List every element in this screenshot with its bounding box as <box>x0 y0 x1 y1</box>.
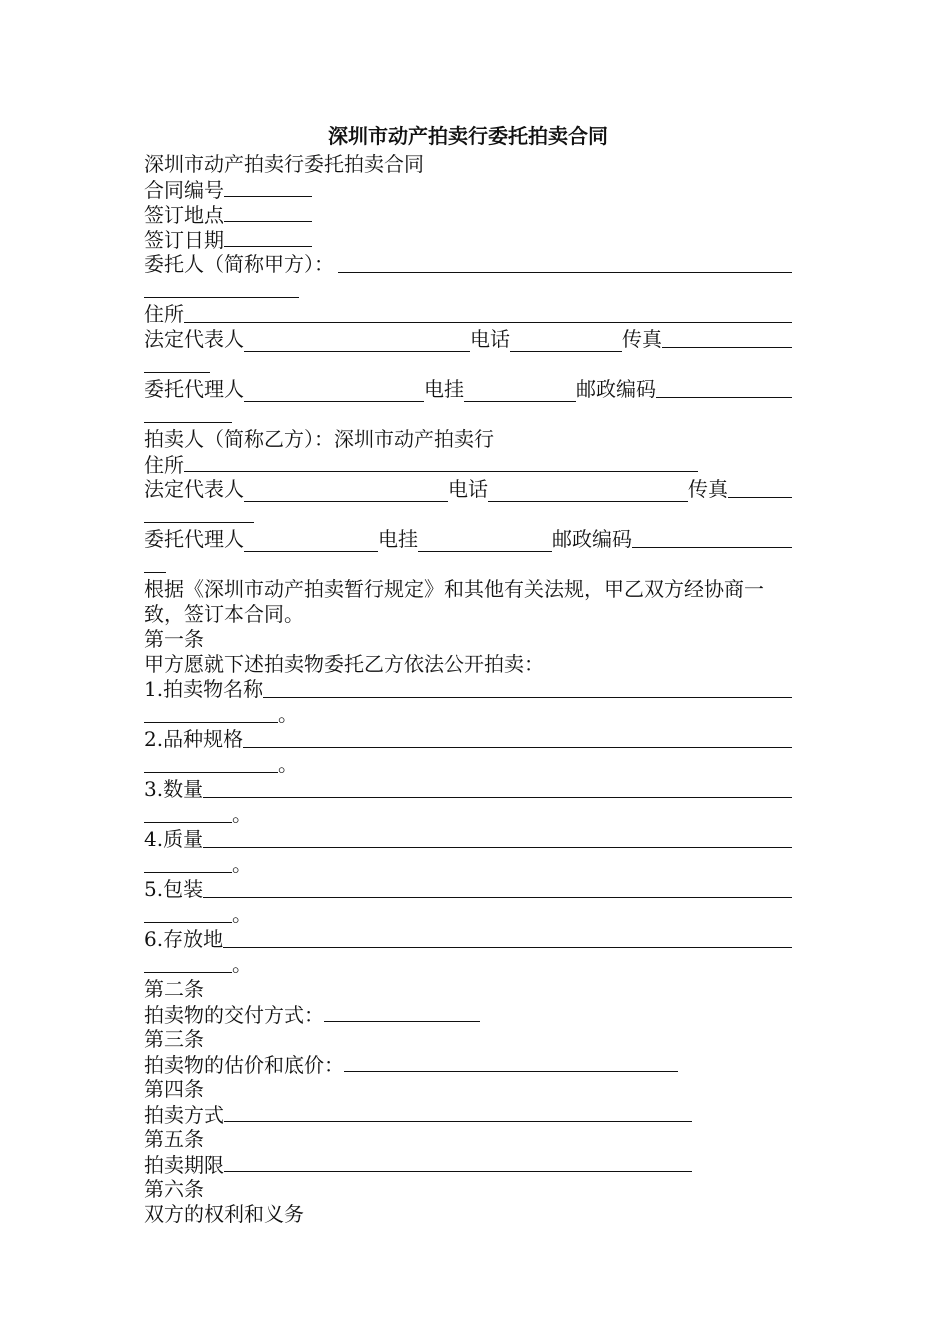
party-b-legal-rep-label: 法定代表人 <box>144 477 244 501</box>
article-3-heading: 第三条 <box>144 1027 204 1051</box>
delivery-method-label: 拍卖物的交付方式： <box>144 1003 324 1027</box>
party-a-address-blank <box>184 303 792 323</box>
article-2-field <box>144 1002 792 1027</box>
item-6-end-mark: 。 <box>232 952 252 976</box>
preamble-paragraph: 根据《深圳市动产拍卖暂行规定》和其他有关法规，甲乙双方经协商一致，签订本合同。 <box>144 577 764 626</box>
contract-document <box>144 120 792 1227</box>
item-5-blank-cont <box>144 902 792 927</box>
item-name-field <box>144 677 792 702</box>
party-a-agent-label: 委托代理人 <box>144 377 244 401</box>
item-quantity-field <box>144 777 792 802</box>
party-a-client-field <box>144 252 792 277</box>
party-a-phone-label: 电话 <box>470 327 510 351</box>
item-1-blank <box>263 678 792 698</box>
sign-date-label: 签订日期 <box>144 228 224 252</box>
party-b-rep-line <box>144 477 792 502</box>
article-5-field <box>144 1152 792 1177</box>
item-3-blank <box>203 778 792 798</box>
party-b-address-blank <box>184 452 698 472</box>
valuation-label: 拍卖物的估价和底价： <box>144 1053 344 1077</box>
party-a-postcode-label: 邮政编码 <box>576 377 656 401</box>
party-b-address-label: 住所 <box>144 453 184 477</box>
item-quality-field <box>144 827 792 852</box>
sign-date-field <box>144 227 792 252</box>
sign-place-blank <box>224 202 312 222</box>
party-b-cable-blank <box>418 532 552 552</box>
auction-method-label: 拍卖方式 <box>144 1103 224 1127</box>
party-b-agent-line <box>144 527 792 552</box>
party-a-client-blank-cont <box>144 277 792 302</box>
party-b-address-field <box>144 452 792 477</box>
article-6-text: 双方的权利和义务 <box>144 1202 304 1226</box>
party-a-fax-blank-cont <box>144 352 792 377</box>
party-b-postcode-label: 邮政编码 <box>552 527 632 551</box>
auction-period-blank <box>224 1152 692 1172</box>
document-title: 深圳市动产拍卖行委托拍卖合同 <box>328 124 608 148</box>
party-b-postcode-blank-cont <box>144 552 792 577</box>
party-a-rep-line <box>144 327 792 352</box>
document-subtitle: 深圳市动产拍卖行委托拍卖合同 <box>144 152 424 176</box>
item-2-end-mark: 。 <box>278 752 298 776</box>
party-a-phone-blank <box>510 332 622 352</box>
party-a-legal-rep-blank <box>244 332 470 352</box>
party-a-agent-line <box>144 377 792 402</box>
party-b-postcode-blank <box>632 528 792 548</box>
party-b-phone-blank <box>488 482 688 502</box>
item-5-blank <box>203 878 792 898</box>
article-6-heading: 第六条 <box>144 1177 204 1201</box>
party-b-cable-label: 电挂 <box>378 527 418 551</box>
sign-place-field <box>144 202 792 227</box>
article-1-heading: 第一条 <box>144 627 204 651</box>
party-a-fax-label: 传真 <box>622 327 662 351</box>
article-1-intro: 甲方愿就下述拍卖物委托乙方依法公开拍卖： <box>144 652 544 676</box>
party-a-label: 委托人（简称甲方）： <box>144 252 334 276</box>
valuation-blank <box>344 1052 678 1072</box>
delivery-method-blank <box>324 1002 480 1022</box>
article-2-heading: 第二条 <box>144 977 204 1001</box>
party-a-agent-blank <box>244 382 424 402</box>
item-spec-field <box>144 727 792 752</box>
party-b-phone-label: 电话 <box>448 477 488 501</box>
item-6-label: 6.存放地 <box>144 927 224 951</box>
party-a-postcode-blank-cont <box>144 402 792 427</box>
party-a-cable-blank <box>464 382 576 402</box>
item-2-label: 2.品种规格 <box>144 727 244 751</box>
item-3-label: 3.数量 <box>144 777 204 801</box>
item-4-end-mark: 。 <box>232 852 252 876</box>
item-1-label: 1.拍卖物名称 <box>144 677 264 701</box>
party-a-address-field <box>144 302 792 327</box>
party-b-auctioneer-line: 拍卖人（简称乙方）：深圳市动产拍卖行 <box>144 427 494 451</box>
item-5-label: 5.包装 <box>144 877 204 901</box>
item-4-label: 4.质量 <box>144 827 204 851</box>
party-b-agent-label: 委托代理人 <box>144 527 244 551</box>
item-2-blank <box>243 728 792 748</box>
item-packaging-field <box>144 877 792 902</box>
article-5-heading: 第五条 <box>144 1127 204 1151</box>
sign-date-blank <box>224 227 312 247</box>
item-1-end-mark: 。 <box>278 702 298 726</box>
item-3-end-mark: 。 <box>232 802 252 826</box>
party-b-fax-blank <box>728 478 792 498</box>
party-b-legal-rep-blank <box>244 482 448 502</box>
party-b-fax-blank-cont <box>144 502 792 527</box>
auction-method-blank <box>224 1102 692 1122</box>
party-a-cable-label: 电挂 <box>424 377 464 401</box>
contract-number-blank <box>224 177 312 197</box>
article-4-field <box>144 1102 792 1127</box>
party-a-legal-rep-label: 法定代表人 <box>144 327 244 351</box>
item-3-blank-cont <box>144 802 792 827</box>
article-3-field <box>144 1052 792 1077</box>
item-1-blank-cont <box>144 702 792 727</box>
item-6-blank <box>223 928 792 948</box>
sign-place-label: 签订地点 <box>144 203 224 227</box>
item-2-blank-cont <box>144 752 792 777</box>
party-a-fax-blank <box>662 328 792 348</box>
party-a-address-label: 住所 <box>144 302 184 326</box>
party-a-postcode-blank <box>656 378 792 398</box>
item-5-end-mark: 。 <box>232 902 252 926</box>
contract-number-field <box>144 177 792 202</box>
item-4-blank <box>203 828 792 848</box>
item-6-blank-cont <box>144 952 792 977</box>
item-4-blank-cont <box>144 852 792 877</box>
article-4-heading: 第四条 <box>144 1077 204 1101</box>
party-a-blank <box>338 253 792 273</box>
auction-period-label: 拍卖期限 <box>144 1153 224 1177</box>
contract-number-label: 合同编号 <box>144 178 224 202</box>
party-b-fax-label: 传真 <box>688 477 728 501</box>
party-b-agent-blank <box>244 532 378 552</box>
item-storage-field <box>144 927 792 952</box>
